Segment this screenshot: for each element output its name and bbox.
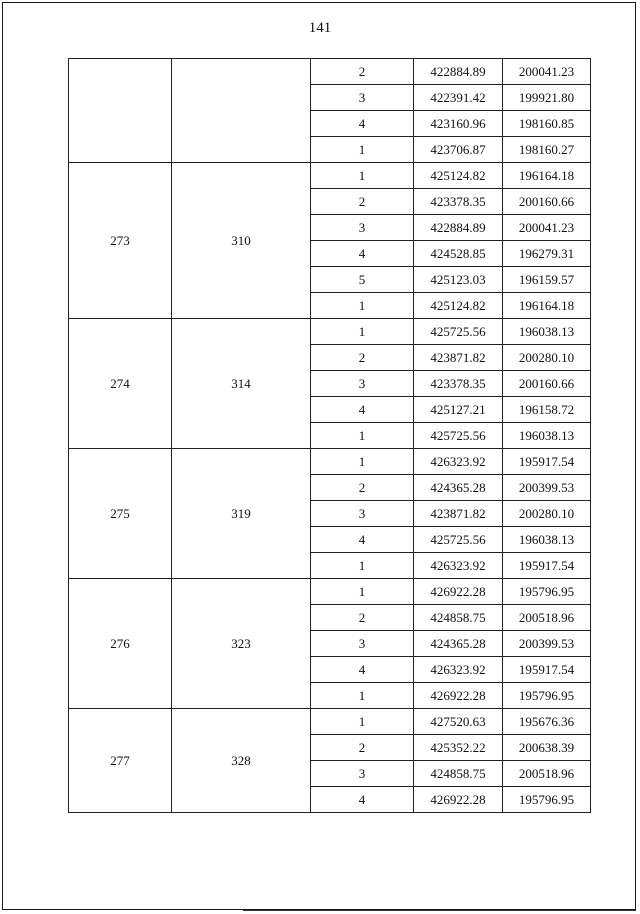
point-number-cell: 1 (311, 553, 414, 579)
x-coordinate-cell: 425725.56 (414, 527, 503, 553)
point-number-cell: 2 (311, 735, 414, 761)
point-number-cell: 4 (311, 397, 414, 423)
x-coordinate-cell: 425124.82 (414, 163, 503, 189)
x-coordinate-cell: 425352.22 (414, 735, 503, 761)
y-coordinate-cell: 200399.53 (503, 631, 591, 657)
y-coordinate-cell: 200041.23 (503, 215, 591, 241)
y-coordinate-cell: 198160.27 (503, 137, 591, 163)
point-number-cell: 4 (311, 111, 414, 137)
table-row (69, 319, 591, 345)
y-coordinate-cell: 195917.54 (503, 553, 591, 579)
x-coordinate-cell: 426323.92 (414, 657, 503, 683)
y-coordinate-cell: 195676.36 (503, 709, 591, 735)
table-row (69, 163, 591, 189)
plot-number-cell: 277 (69, 709, 172, 813)
point-number-cell: 1 (311, 709, 414, 735)
point-number-cell: 2 (311, 475, 414, 501)
y-coordinate-cell: 200399.53 (503, 475, 591, 501)
y-coordinate-cell: 196164.18 (503, 293, 591, 319)
table-row (69, 449, 591, 475)
point-number-cell: 1 (311, 137, 414, 163)
x-coordinate-cell: 423378.35 (414, 371, 503, 397)
y-coordinate-cell: 199921.80 (503, 85, 591, 111)
plot-number-cell: 275 (69, 449, 172, 579)
area-cell: 328 (172, 709, 311, 813)
area-cell (172, 59, 311, 163)
point-number-cell: 4 (311, 241, 414, 267)
point-number-cell: 4 (311, 527, 414, 553)
y-coordinate-cell: 195796.95 (503, 579, 591, 605)
coordinates-table-body (69, 59, 591, 813)
x-coordinate-cell: 424365.28 (414, 631, 503, 657)
y-coordinate-cell: 195917.54 (503, 657, 591, 683)
point-number-cell: 3 (311, 85, 414, 111)
point-number-cell: 3 (311, 631, 414, 657)
y-coordinate-cell: 196038.13 (503, 319, 591, 345)
y-coordinate-cell: 200518.96 (503, 605, 591, 631)
bottom-rule (243, 910, 636, 911)
point-number-cell: 2 (311, 605, 414, 631)
point-number-cell: 2 (311, 59, 414, 85)
point-number-cell: 1 (311, 683, 414, 709)
point-number-cell: 2 (311, 189, 414, 215)
x-coordinate-cell: 426922.28 (414, 683, 503, 709)
x-coordinate-cell: 425725.56 (414, 319, 503, 345)
x-coordinate-cell: 423378.35 (414, 189, 503, 215)
x-coordinate-cell: 423871.82 (414, 345, 503, 371)
x-coordinate-cell: 422391.42 (414, 85, 503, 111)
table-row (69, 709, 591, 735)
point-number-cell: 1 (311, 579, 414, 605)
point-number-cell: 1 (311, 423, 414, 449)
y-coordinate-cell: 200160.66 (503, 371, 591, 397)
y-coordinate-cell: 200638.39 (503, 735, 591, 761)
point-number-cell: 1 (311, 319, 414, 345)
plot-number-cell: 276 (69, 579, 172, 709)
point-number-cell: 1 (311, 293, 414, 319)
x-coordinate-cell: 425127.21 (414, 397, 503, 423)
point-number-cell: 3 (311, 371, 414, 397)
x-coordinate-cell: 422884.89 (414, 59, 503, 85)
y-coordinate-cell: 195796.95 (503, 683, 591, 709)
x-coordinate-cell: 424365.28 (414, 475, 503, 501)
x-coordinate-cell: 426922.28 (414, 787, 503, 813)
y-coordinate-cell: 196038.13 (503, 527, 591, 553)
y-coordinate-cell: 195796.95 (503, 787, 591, 813)
point-number-cell: 5 (311, 267, 414, 293)
plot-number-cell (69, 59, 172, 163)
coordinates-table (68, 58, 591, 813)
x-coordinate-cell: 426323.92 (414, 449, 503, 475)
x-coordinate-cell: 426922.28 (414, 579, 503, 605)
y-coordinate-cell: 196038.13 (503, 423, 591, 449)
x-coordinate-cell: 422884.89 (414, 215, 503, 241)
x-coordinate-cell: 427520.63 (414, 709, 503, 735)
y-coordinate-cell: 200280.10 (503, 345, 591, 371)
y-coordinate-cell: 200518.96 (503, 761, 591, 787)
point-number-cell: 3 (311, 501, 414, 527)
point-number-cell: 2 (311, 345, 414, 371)
plot-number-cell: 274 (69, 319, 172, 449)
x-coordinate-cell: 425124.82 (414, 293, 503, 319)
plot-number-cell: 273 (69, 163, 172, 319)
x-coordinate-cell: 424528.85 (414, 241, 503, 267)
x-coordinate-cell: 423706.87 (414, 137, 503, 163)
y-coordinate-cell: 198160.85 (503, 111, 591, 137)
x-coordinate-cell: 424858.75 (414, 761, 503, 787)
y-coordinate-cell: 200280.10 (503, 501, 591, 527)
area-cell: 319 (172, 449, 311, 579)
y-coordinate-cell: 200041.23 (503, 59, 591, 85)
area-cell: 323 (172, 579, 311, 709)
point-number-cell: 1 (311, 449, 414, 475)
x-coordinate-cell: 425725.56 (414, 423, 503, 449)
x-coordinate-cell: 425123.03 (414, 267, 503, 293)
y-coordinate-cell: 196159.57 (503, 267, 591, 293)
table-row (69, 579, 591, 605)
y-coordinate-cell: 200160.66 (503, 189, 591, 215)
point-number-cell: 4 (311, 787, 414, 813)
point-number-cell: 3 (311, 215, 414, 241)
x-coordinate-cell: 426323.92 (414, 553, 503, 579)
point-number-cell: 4 (311, 657, 414, 683)
x-coordinate-cell: 423871.82 (414, 501, 503, 527)
y-coordinate-cell: 196164.18 (503, 163, 591, 189)
y-coordinate-cell: 196158.72 (503, 397, 591, 423)
point-number-cell: 1 (311, 163, 414, 189)
x-coordinate-cell: 423160.96 (414, 111, 503, 137)
table-row (69, 59, 591, 85)
page-number: 141 (308, 20, 332, 36)
x-coordinate-cell: 424858.75 (414, 605, 503, 631)
y-coordinate-cell: 196279.31 (503, 241, 591, 267)
y-coordinate-cell: 195917.54 (503, 449, 591, 475)
area-cell: 314 (172, 319, 311, 449)
area-cell: 310 (172, 163, 311, 319)
point-number-cell: 3 (311, 761, 414, 787)
